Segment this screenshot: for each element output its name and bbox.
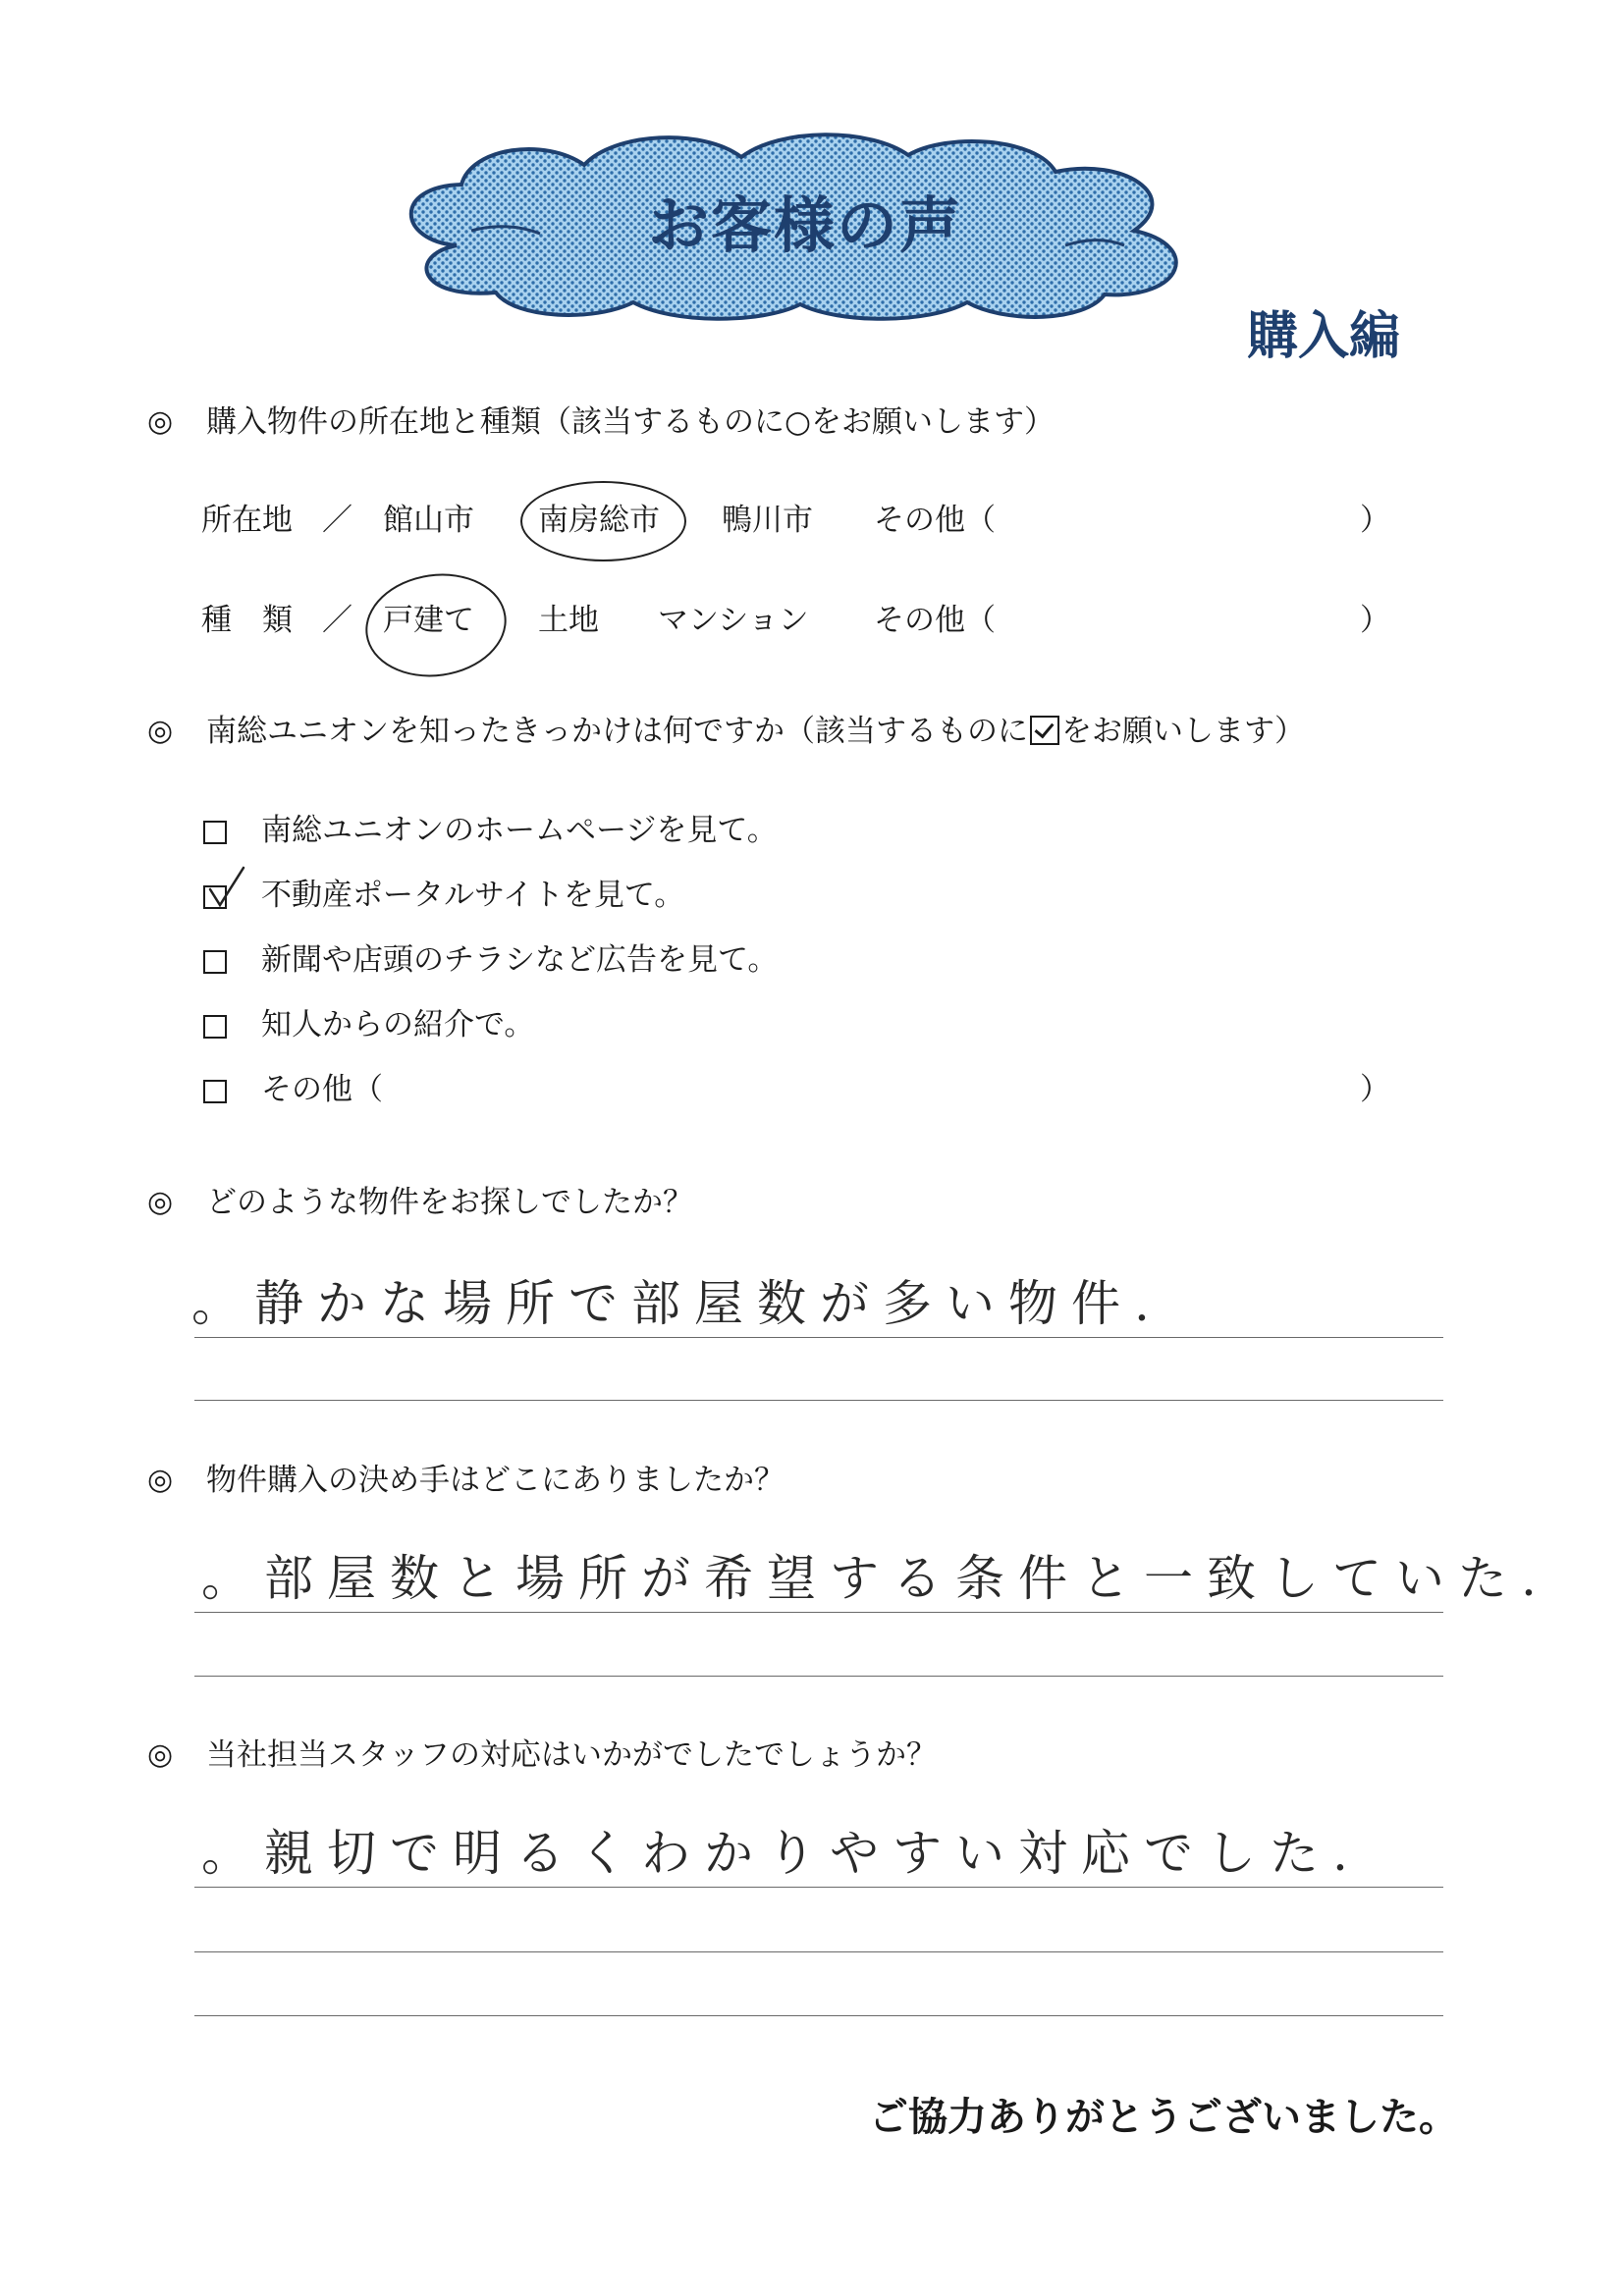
type-option-land[interactable]: 土地	[538, 603, 599, 638]
option-label: 知人からの紹介で。	[261, 1007, 535, 1042]
option-label: 不動産ポータルサイトを見て。	[261, 878, 685, 913]
q2-question-text: 南総ユニオンを知ったきっかけは何ですか（該当するものに	[206, 714, 1028, 749]
location-option-minamiboso[interactable]: 南房総市	[538, 503, 660, 538]
q2-question-text: をお願いします）	[1061, 714, 1305, 749]
answer-line	[194, 1676, 1443, 1677]
checkbox-checked-icon	[1030, 716, 1059, 745]
bullet-mark: ◎	[147, 1463, 174, 1497]
checkbox[interactable]	[203, 1080, 227, 1103]
edition-label: 購入編	[1247, 307, 1401, 366]
close-paren: ）	[1360, 1072, 1390, 1107]
type-option-detached-house[interactable]: 戸建て	[383, 603, 474, 638]
page-title: お客様の声	[647, 189, 962, 261]
q2-question	[206, 712, 1305, 751]
checkbox[interactable]	[203, 821, 227, 844]
answer-line	[194, 1612, 1443, 1613]
type-option-other[interactable]: その他（	[874, 603, 996, 638]
bullet-mark: ◎	[147, 404, 174, 439]
location-option-tateyama[interactable]: 館山市	[383, 503, 474, 538]
location-option-kamogawa[interactable]: 鴨川市	[722, 503, 813, 538]
q3-handwritten-answer: 。静かな場所で部屋数が多い物件.	[191, 1275, 1164, 1332]
close-paren: ）	[1360, 603, 1390, 638]
answer-line	[194, 2015, 1443, 2016]
answer-line	[194, 1400, 1443, 1401]
type-option-mansion[interactable]: マンション	[658, 603, 809, 638]
q1-question: 購入物件の所在地と種類（該当するものに○をお願いします）	[206, 404, 1056, 440]
q5-handwritten-answer: 。親切で明るくわかりやすい対応でした.	[201, 1825, 1362, 1882]
answer-line	[194, 1887, 1443, 1888]
checkbox[interactable]	[203, 950, 227, 974]
type-label: 種 類	[201, 603, 293, 638]
location-label: 所在地	[201, 503, 293, 538]
option-label: 新聞や店頭のチラシなど広告を見て。	[261, 942, 779, 978]
slash-separator: ／	[322, 603, 352, 638]
bullet-mark: ◎	[147, 714, 174, 748]
slash-separator: ／	[322, 503, 352, 538]
q5-question: 当社担当スタッフの対応はいかがでしたでしょうか？	[206, 1737, 937, 1773]
checkmark-icon	[204, 864, 247, 913]
location-option-other[interactable]: その他（	[874, 503, 996, 538]
answer-line	[194, 1337, 1443, 1338]
answer-line	[194, 1951, 1443, 1952]
option-label: 南総ユニオンのホームページを見て。	[261, 813, 778, 848]
bullet-mark: ◎	[147, 1737, 174, 1772]
close-paren: ）	[1360, 503, 1390, 538]
thanks-message: ご協力ありがとうございました。	[869, 2095, 1458, 2140]
option-label: その他（	[261, 1072, 383, 1107]
checkbox[interactable]	[203, 1015, 227, 1039]
bullet-mark: ◎	[147, 1185, 174, 1219]
q4-question: 物件購入の決め手はどこにありましたか？	[206, 1463, 785, 1498]
q3-question: どのような物件をお探しでしたか？	[206, 1185, 693, 1220]
q4-handwritten-answer: 。部屋数と場所が希望する条件と一致していた.	[201, 1550, 1550, 1607]
